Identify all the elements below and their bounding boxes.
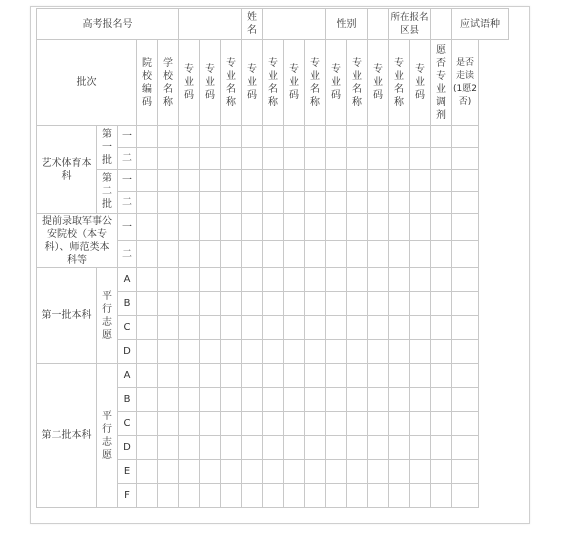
gender-value[interactable] [368, 9, 389, 40]
art-batch1: 第一批 [97, 126, 118, 170]
application-form-table [36, 8, 509, 508]
col-major-code: 专业码 [284, 40, 305, 126]
col-major-name: 专业名称 [305, 40, 326, 126]
col-major-code: 专业码 [368, 40, 389, 126]
name-value[interactable] [263, 9, 326, 40]
row-letter: D [118, 340, 137, 364]
batch-header: 批次 [37, 40, 137, 126]
art-batch2: 第二批 [97, 170, 118, 214]
row-letter: C [118, 316, 137, 340]
language-label: 应试语种 [452, 9, 509, 40]
col-major-code: 专业码 [326, 40, 347, 126]
first-parallel: 平行志愿 [97, 268, 118, 364]
first-label: 第一批本科 [37, 268, 97, 364]
row-letter: A [118, 268, 137, 292]
row-letter: D [118, 436, 137, 460]
second-label: 第二批本科 [37, 364, 97, 508]
row-letter: B [118, 388, 137, 412]
district-value[interactable] [431, 9, 452, 40]
exam-no-value[interactable] [179, 9, 242, 40]
col-major-name: 专业名称 [263, 40, 284, 126]
col-major-name: 专业名称 [389, 40, 410, 126]
table-row [37, 214, 509, 241]
col-go: 是否走读(1愿2否) [452, 40, 479, 126]
col-major-code: 专业码 [242, 40, 263, 126]
gender-label: 性别 [326, 9, 368, 40]
row-letter: F [118, 484, 137, 508]
col-major-code: 专业码 [200, 40, 221, 126]
second-parallel: 平行志愿 [97, 364, 118, 508]
col-school-code: 院校编码 [137, 40, 158, 126]
col-school-name: 学校名称 [158, 40, 179, 126]
col-major-name: 专业名称 [221, 40, 242, 126]
header-row [37, 9, 509, 40]
table-row [37, 170, 509, 192]
table-row [37, 126, 509, 148]
row-number: 一 [118, 126, 137, 148]
row-letter: A [118, 364, 137, 388]
col-major-code: 专业码 [179, 40, 200, 126]
row-letter: B [118, 292, 137, 316]
row-number: 二 [118, 192, 137, 214]
name-label: 姓名 [242, 9, 263, 40]
col-adjust: 愿否专业调剂 [431, 40, 452, 126]
art-label: 艺术体育本科 [37, 126, 97, 214]
early-label: 提前录取军事公安院校（本专科）、师范类本科等 [37, 214, 118, 268]
row-letter: C [118, 412, 137, 436]
exam-no-label: 高考报名号 [37, 9, 179, 40]
row-number: 二 [118, 241, 137, 268]
col-major-name: 专业名称 [347, 40, 368, 126]
column-header-row [37, 40, 509, 126]
row-number: 二 [118, 148, 137, 170]
district-label: 所在报名区县 [389, 9, 431, 40]
table-row [37, 364, 509, 388]
table-row [37, 268, 509, 292]
col-major-code: 专业码 [410, 40, 431, 126]
row-number: 一 [118, 170, 137, 192]
row-letter: E [118, 460, 137, 484]
row-number: 一 [118, 214, 137, 241]
